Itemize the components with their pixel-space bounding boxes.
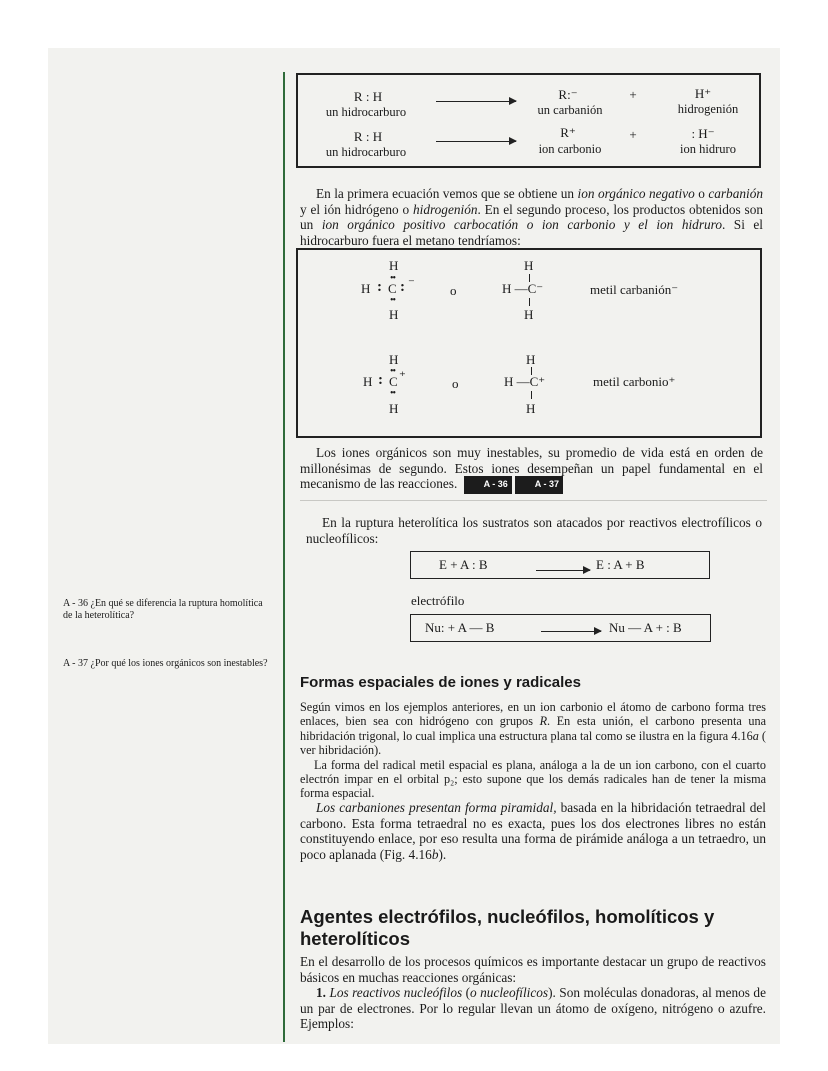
badge-a36[interactable]: A - 36 xyxy=(464,476,512,494)
agents-item-text: . Son moléculas donadoras, al menos de un par de electrones. Por lo regular llevan un átomo de oxígeno, nitrógeno o azufre. Ejemplos: xyxy=(300,985,766,1031)
badge-a37[interactable]: A - 37 xyxy=(515,476,563,494)
carbonium-dots-top: •• xyxy=(390,366,396,377)
spatial-p1-b: . En esta unión, el carbono presenta una hibridación trigonal, lo cual implica una estructura plana tal como se ilustra en la figura 4.16 xyxy=(300,714,766,743)
intro-s3: y el ión hidrógeno o xyxy=(300,201,413,217)
r1-prod2-label: hidrogenión xyxy=(677,102,739,116)
heterolytic-text: En la ruptura heterolítica los sustratos son atacados por reactivos electrofílicos o nucleofílicos: xyxy=(306,515,762,546)
eq2-box xyxy=(410,614,711,642)
r2-prod2-label: ion hidruro xyxy=(680,142,736,156)
spatial-p1-a: Según vimos en los ejemplos anteriores, en un ion carbonio el átomo de carbono forma tres enlaces, bien sea con hidrógeno con grupos xyxy=(300,700,766,729)
carbanion-bond-formula: H —C⁻ xyxy=(502,281,544,296)
spatial-body xyxy=(300,700,766,801)
carbanion-h-left: H xyxy=(361,281,371,296)
reactions-box xyxy=(296,73,761,168)
carbanion-bond-bottom xyxy=(529,298,530,306)
eq1-right: E : A + B xyxy=(596,557,645,572)
carbonium-h-bottom: H xyxy=(389,401,399,416)
spatial-p1-fig: a xyxy=(752,728,759,743)
section-agents-title: Agentes electrófilos, nucleófilos, homolíticos y heterolíticos xyxy=(300,906,715,949)
electrophile-label: electrófilo xyxy=(411,593,465,608)
carbonium-h-top: H xyxy=(389,352,399,367)
carbanion-h2-bottom: H xyxy=(524,307,534,322)
agents-body: En el desarrollo de los procesos químicos es importante destacar un grupo de reactivos básicos en muchas reacciones orgánicas: 1. Los reactivos nucleófilos (o nucleofílicos). Son moléculas donadoras, al menos de un par de electrones. Por lo regular llevan un átomo de oxígeno, nitrógeno o azufre. Ejemplos: xyxy=(300,954,766,1031)
intro-i4: ion orgánico positivo carbocatión o ion carbonio y el ion hidruro xyxy=(321,217,722,232)
eq1-left: E + A : B xyxy=(439,557,488,572)
spatial-p1-c: ( ver hibridación). xyxy=(300,728,766,758)
r2-plus: + xyxy=(629,127,637,142)
margin-rule xyxy=(283,72,285,1042)
carbanion-colon-left: : xyxy=(377,279,382,295)
spatial-p3-i: Los carbaniones presentan forma piramidal, xyxy=(316,800,557,815)
ions-text: Los iones orgánicos son muy inestables, su promedio de vida está en orden de millonésimas de segundo. Estos iones desempeñan un papel fundamental en el mecanismo de las reacciones. xyxy=(300,445,763,491)
carbonium-colon-left: : xyxy=(378,372,383,388)
carbanion-charge: ⁻ xyxy=(408,275,415,290)
carbonium-bond-bottom xyxy=(531,391,532,399)
agents-item-paren: o nucleofílicos xyxy=(470,985,549,1000)
r1-arrow xyxy=(436,101,516,102)
r2-left: R : H xyxy=(353,129,383,144)
spatial-p1-R: R xyxy=(539,714,548,729)
eq2-right: Nu — A + : B xyxy=(609,620,682,635)
carbonium-or: o xyxy=(452,376,459,391)
agents-p1: En el desarrollo de los procesos químicos es importante destacar un grupo de reactivos básicos en muchas reacciones orgánicas: xyxy=(300,954,766,985)
carbonium-h2-top: H xyxy=(526,352,536,367)
carbonium-h-left: H xyxy=(363,374,373,389)
ions-paragraph xyxy=(300,445,763,494)
eq1-arrow xyxy=(536,570,590,571)
eq1-box xyxy=(410,551,710,579)
intro-s1: En la primera ecuación vemos que se obtiene un xyxy=(316,186,578,201)
intro-i3: hidrogenión xyxy=(412,201,478,217)
carbanion-h-top: H xyxy=(389,258,399,273)
r2-prod1-label: ion carbonio xyxy=(538,142,602,156)
section-spatial-title: Formas espaciales de iones y radicales xyxy=(300,674,581,691)
agents-item-i: Los reactivos nucleófilos xyxy=(329,985,463,1000)
carbonium-h2-bottom: H xyxy=(526,401,536,416)
carbanion-label: metil carbanión⁻ xyxy=(590,282,679,297)
r1-prod1-label: un carbanión xyxy=(537,103,603,117)
carbanion-h2-top: H xyxy=(524,258,534,273)
carbanion-dots-bottom: •• xyxy=(390,295,396,306)
carbanion-or: o xyxy=(450,283,457,298)
intro-i2: carbanión xyxy=(708,186,763,201)
carbonium-charge: ⁺ xyxy=(399,368,406,383)
carbonium-dots-bottom: •• xyxy=(390,388,396,399)
r1-plus: + xyxy=(629,87,637,102)
carbonium-label: metil carbonio⁺ xyxy=(593,374,676,389)
sidebar-q37: A - 37 ¿Por qué los iones orgánicos son inestables? xyxy=(63,658,268,669)
carbanion-colon-right: : xyxy=(400,279,405,295)
r1-prod1: R:⁻ xyxy=(558,87,578,102)
r1-left-label: un hidrocarburo xyxy=(325,105,407,119)
r1-left: R : H xyxy=(353,89,383,104)
intro-s2: o xyxy=(694,186,709,201)
intro-s4: . En el segundo proceso, los productos obtenidos son un xyxy=(300,201,764,232)
carbanion-dots-top: •• xyxy=(390,273,396,284)
intro-s5: . Si el hidrocarburo fuera el metano tendríamos: xyxy=(300,217,763,248)
carbonium-bond-formula: H —C⁺ xyxy=(504,374,546,389)
carbanion-c: C xyxy=(388,281,397,296)
agents-item-num: 1. xyxy=(316,985,326,1000)
spatial-p3-b: b xyxy=(431,846,439,862)
eq2-arrow xyxy=(541,631,601,632)
carbonium-c: C xyxy=(389,374,398,389)
eq2-left: Nu: + A — B xyxy=(425,620,495,635)
r2-prod2: : H⁻ xyxy=(691,126,715,141)
intro-i1: ion orgánico negativo xyxy=(577,186,695,201)
r1-prod2: H⁺ xyxy=(694,86,712,101)
r2-left-label: un hidrocarburo xyxy=(325,145,407,159)
methyl-box xyxy=(296,248,762,438)
spatial-p3-text: basada en la hibridación tetraedral del carbono. Esta forma tetraedral no es exacta, pues los dos electrones libres no están constituyendo enlace, por eso resulta una forma de pirámide análoga a un tetraedro, un poco aplanada (Fig. 4.16 xyxy=(300,800,767,862)
r2-arrow xyxy=(436,141,516,142)
spatial-p2: La forma del radical metil espacial es plana, análoga a la de un ion carbono, con el cuarto electrón impar en el orbital p₂; esto supone que los demás radicales han de tener la misma forma espacial. xyxy=(300,757,766,801)
intro-paragraph xyxy=(300,186,763,248)
spatial-p3-end: ). xyxy=(438,846,447,862)
carbanion-h-bottom: H xyxy=(389,307,399,322)
sidebar-q36: A - 36 ¿En qué se diferencia la ruptura homolítica de la heterolítica? xyxy=(63,598,263,621)
r2-prod1: R⁺ xyxy=(560,125,576,140)
spatial-p3 xyxy=(300,800,766,862)
